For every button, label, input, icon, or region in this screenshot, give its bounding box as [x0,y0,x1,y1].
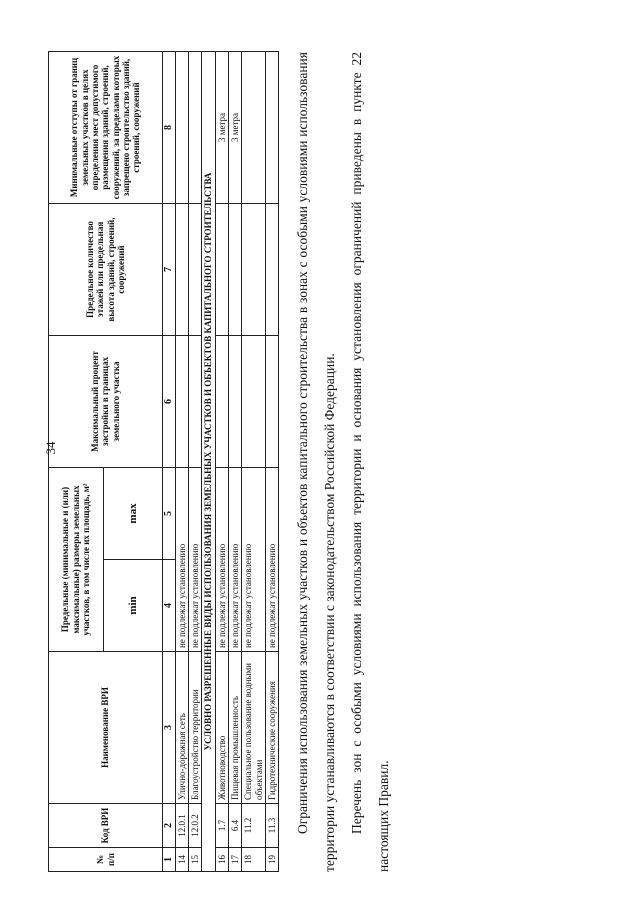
cell-code: 1.7 [215,804,228,848]
column-number: 6 [163,335,176,467]
cell-setback [265,51,278,203]
cell-setback [175,51,188,203]
cell-floors [242,203,266,335]
table-header-row [49,51,104,871]
cell-num: 18 [242,848,266,872]
header-setback: Минимальные отступы от границ земельных участков в целях определения мест допустимого размещения зданий, строений, сооружений, за пределами которых запрещено строительство зданий, строений, сооружений [49,51,163,203]
header-percent: Максимальный процент застройки в границах земельного участка [49,335,163,467]
table-row [175,51,188,871]
column-number: 3 [163,652,176,804]
cell-floors [175,203,188,335]
notes [289,52,397,872]
cell-floors [228,203,241,335]
header-size: Предельные (минимальные и (или) максимальные) размеры земельных участков, в том числе их площадь, м² [49,467,104,651]
cell-setback [188,51,201,203]
cell-code: 12.0.2 [188,804,201,848]
table-row [188,51,201,871]
header-num: № п/п [49,848,163,872]
header-name: Наименование ВРИ [49,652,163,804]
column-number: 4 [163,560,176,652]
cell-setback: 3 метра [215,51,228,203]
table-row [228,51,241,871]
cell-setback [242,51,266,203]
cell-num: 17 [228,848,241,872]
column-number: 2 [163,804,176,848]
cell-name: Пищевая промышленность [228,652,241,804]
header-code: Код ВРИ [49,804,163,848]
cell-percent [175,335,188,467]
column-number-row [163,51,176,871]
header-min: min [104,560,163,652]
cell-percent [215,335,228,467]
column-number: 5 [163,467,176,559]
cell-percent [228,335,241,467]
cell-floors [188,203,201,335]
column-number: 7 [163,203,176,335]
cell-num: 16 [215,848,228,872]
cell-name: Животноводство [215,652,228,804]
cell-percent [188,335,201,467]
cell-name: Специальное пользование водными объектами [242,652,266,804]
note-paragraph: Ограничения использования земельных участков и объектов капитального строительства в зонах с особыми условиями использования территории устанавливаются в соответствии с законодательством Российской Федерации. [295,52,338,872]
cell-name: Гидротехнические сооружения [265,652,278,804]
header-floors: Предельное количество этажей или предельная высота зданий, строений, сооружений [49,203,163,335]
column-number: 1 [163,848,176,872]
cell-num: 19 [265,848,278,872]
rotated-page-content [48,52,440,872]
table-row [242,51,266,871]
cell-code: 6.4 [228,804,241,848]
cell-code: 11.2 [242,804,266,848]
cell-setback: 3 метра [228,51,241,203]
note-paragraph: Перечень зон с особыми условиями использования территории и основания установления ограничений приведены в пункте 22 настоящих Правил. [349,52,392,872]
table-row [265,51,278,871]
cell-percent [242,335,266,467]
table-row [215,51,228,871]
permitted-uses-table [48,51,279,872]
cell-size: не подлежат установлению [175,467,188,651]
cell-percent [265,335,278,467]
section-title: УСЛОВНО РАЗРЕШЕННЫЕ ВИДЫ ИСПОЛЬЗОВАНИЯ ЗЕМЕЛЬНЫХ УЧАСТКОВ И ОБЪЕКТОВ КАПИТАЛЬНОГО СТРОИТЕЛЬСТВА [202,51,215,871]
cell-floors [265,203,278,335]
cell-code: 12.0.1 [175,804,188,848]
column-number: 8 [163,51,176,203]
cell-num: 15 [188,848,201,872]
cell-code: 11.3 [265,804,278,848]
cell-num: 14 [175,848,188,872]
cell-name: Улично-дорожная сеть [175,652,188,804]
cell-size: не подлежат установлению [242,467,266,651]
cell-floors [215,203,228,335]
header-max: max [104,467,163,559]
cell-size: не подлежат установлению [215,467,228,651]
cell-size: не подлежат установлению [228,467,241,651]
cell-size: не подлежат установлению [188,467,201,651]
page-number: 34 [43,441,58,455]
cell-name: Благоустройство территории [188,652,201,804]
section-row [202,51,215,871]
cell-size: не подлежат установлению [265,467,278,651]
